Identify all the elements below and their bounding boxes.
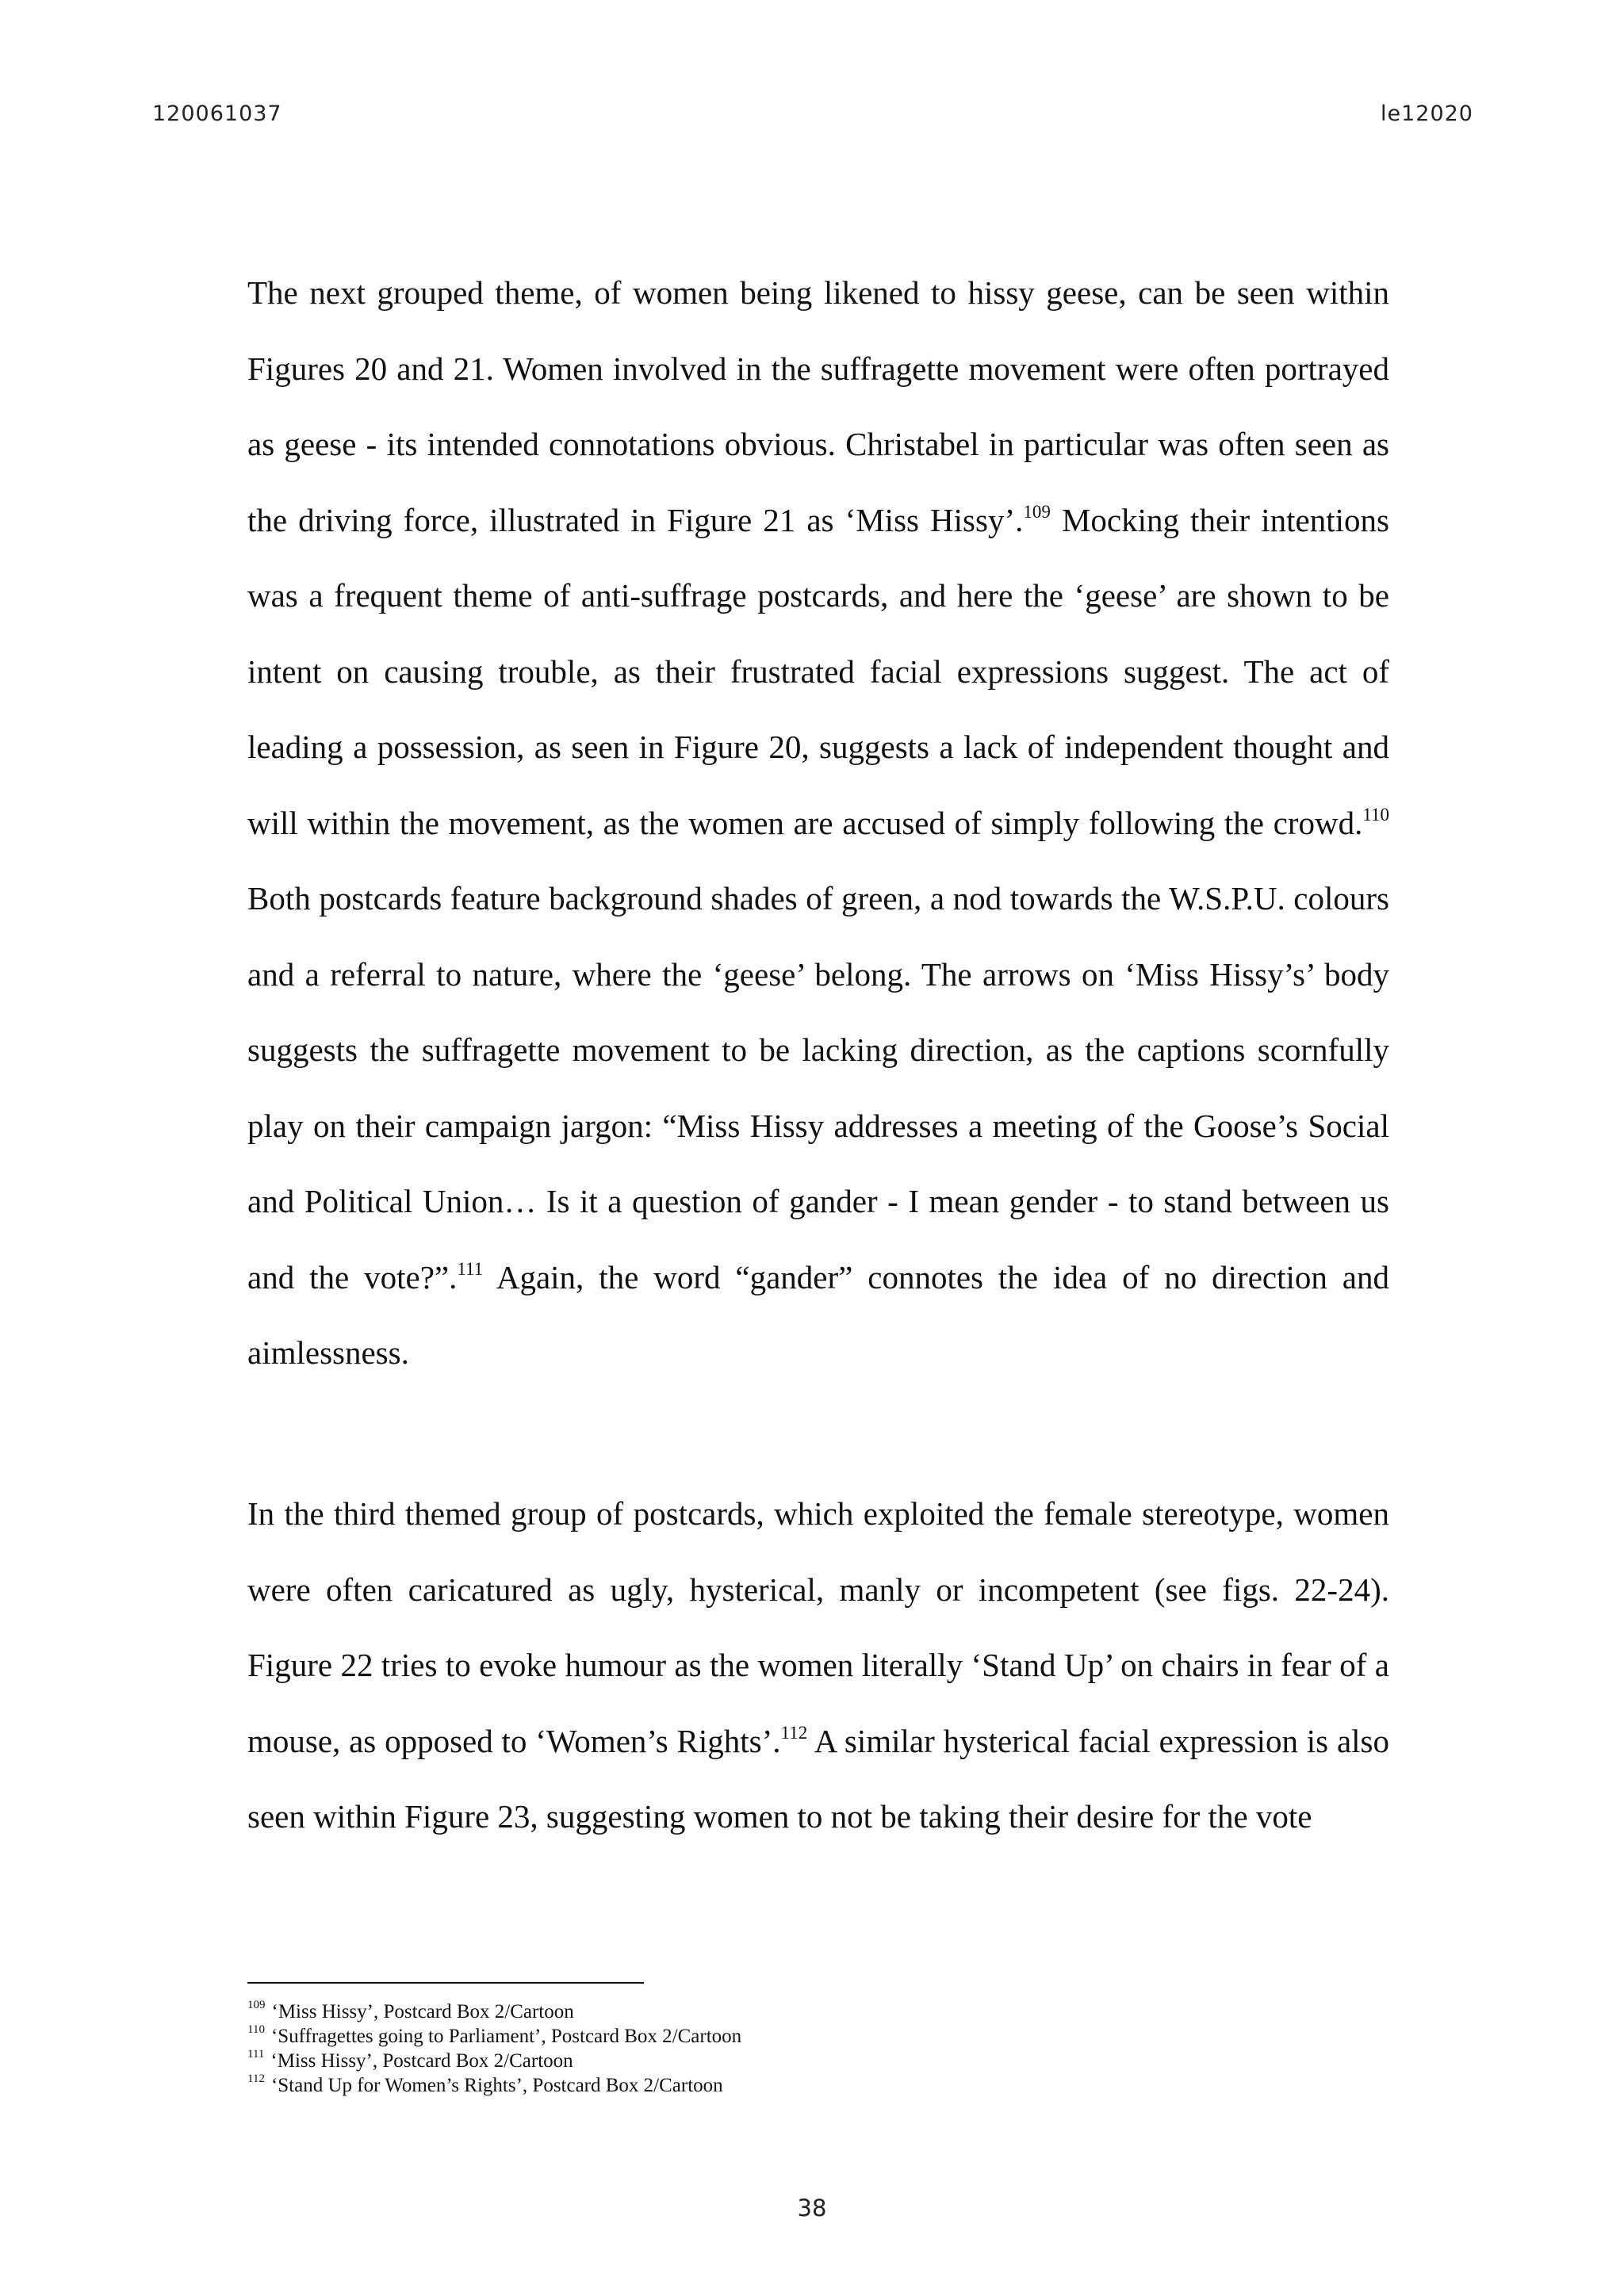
page-number: 38 [797, 2195, 827, 2221]
paragraph-text: The next grouped theme, of women being likened to hissy geese, can be seen within Figures 20 and 21. Women involved in the suffragette movement were often portrayed as geese - its intended connotations obvious. Christabel in particular was often seen as the driving force, illustrated in Figure 21 as ‘Miss Hissy’. [247, 274, 1389, 538]
header-student-id: 120061037 [152, 101, 282, 126]
footnote-item [247, 2024, 1389, 2049]
footnote-item [247, 2073, 1389, 2098]
footnote-divider [247, 1982, 644, 1984]
footnote-number: 110 [247, 2022, 265, 2036]
footnote-ref: 110 [1362, 804, 1389, 825]
paragraph-text: Again, the word “gander” connotes the idea of no direction and aimlessness. [247, 1258, 1389, 1371]
paragraph-text: Mocking their intentions was a frequent theme of anti-suffrage postcards, and here the ‘geese’ are shown to be intent on causing trouble, as their frustrated facial expressions suggest. The act of leading a possession, as seen in Figure 20, suggests a lack of independent thought and will within the movement, as the women are accused of simply following the crowd. [247, 501, 1389, 841]
footnotes [247, 1999, 1389, 2098]
footnote-ref: 109 [1023, 501, 1051, 522]
footnote-number: 112 [247, 2072, 265, 2085]
paragraph-stereotype-theme [247, 1476, 1389, 1855]
footnote-text: ‘Miss Hissy’, Postcard Box 2/Cartoon [271, 2001, 574, 2022]
footnote-text: ‘Stand Up for Women’s Rights’, Postcard Box 2/Cartoon [270, 2075, 723, 2096]
paragraph-text: Both postcards feature background shades of green, a nod towards the W.S.P.U. colours and a referral to nature, where the ‘geese’ belong. The arrows on ‘Miss Hissy’s’ body suggests the suffragette movement to be lacking direction, as the captions scornfully play on their campaign jargon: “Miss Hissy addresses a meeting of the Goose’s Social and Political Union… Is it a question of gander - I mean gender - to stand between us and the vote?”. [247, 880, 1389, 1295]
footnote-ref: 111 [457, 1258, 484, 1279]
footnote-number: 109 [247, 1998, 266, 2011]
footnote-text: ‘Suffragettes going to Parliament’, Postcard Box 2/Cartoon [270, 2026, 742, 2047]
header-module-code: le12020 [1380, 101, 1473, 126]
footnote-item [247, 2049, 1389, 2073]
paragraph-geese-theme [247, 255, 1389, 1391]
footnote-ref: 112 [780, 1722, 808, 1743]
footnote-text: ‘Miss Hissy’, Postcard Box 2/Cartoon [270, 2050, 573, 2072]
footnote-number: 111 [247, 2047, 265, 2061]
paragraph-text: In the third themed group of postcards, which exploited the female stereotype, women were often caricatured as ugly, hysterical, manly or incompetent (see figs. 22-24). Figure 22 tries to evoke humour as the women literally ‘Stand Up’ on chairs in fear of a mouse, as opposed to ‘Women’s Rights’. [247, 1495, 1389, 1759]
footnote-item [247, 1999, 1389, 2024]
paragraph-text: A similar hysterical facial expression is also seen within Figure 23, suggesting women to not be taking their desire for the vote [247, 1722, 1389, 1835]
